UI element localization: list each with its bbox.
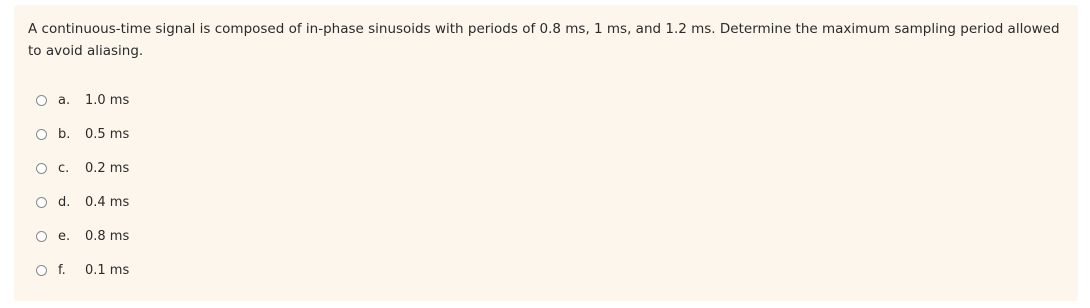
answer-text[interactable]: 0.5 ms	[85, 126, 130, 142]
answer-text[interactable]: 0.2 ms	[85, 160, 130, 176]
answer-letter: d.	[58, 194, 71, 210]
radio-button-b[interactable]	[36, 129, 47, 140]
radio-button-e[interactable]	[36, 231, 47, 242]
answer-letter: c.	[58, 160, 70, 176]
answer-option-d[interactable]	[36, 191, 130, 213]
answer-text[interactable]: 0.8 ms	[85, 228, 130, 244]
answer-option-e[interactable]	[36, 225, 130, 247]
answer-letter: e.	[58, 228, 71, 244]
answer-letter: f.	[58, 262, 66, 278]
answer-letter: b.	[58, 126, 71, 142]
answer-text[interactable]: 0.1 ms	[85, 262, 130, 278]
answer-text[interactable]: 1.0 ms	[85, 92, 130, 108]
question-text: A continuous-time signal is composed of in-phase sinusoids with periods of 0.8 ms, 1 ms, and 1.2 ms. Determine the maximum sampling period allowed to avoid aliasing.	[28, 21, 1060, 59]
answer-option-f[interactable]	[36, 259, 130, 281]
answer-letter: a.	[58, 92, 71, 108]
answer-option-b[interactable]	[36, 123, 130, 145]
question-card	[14, 5, 1078, 301]
radio-button-c[interactable]	[36, 163, 47, 174]
answer-option-a[interactable]	[36, 89, 130, 111]
radio-button-d[interactable]	[36, 197, 47, 208]
radio-button-f[interactable]	[36, 265, 47, 276]
radio-button-a[interactable]	[36, 95, 47, 106]
answer-text[interactable]: 0.4 ms	[85, 194, 130, 210]
answer-option-c[interactable]	[36, 157, 130, 179]
